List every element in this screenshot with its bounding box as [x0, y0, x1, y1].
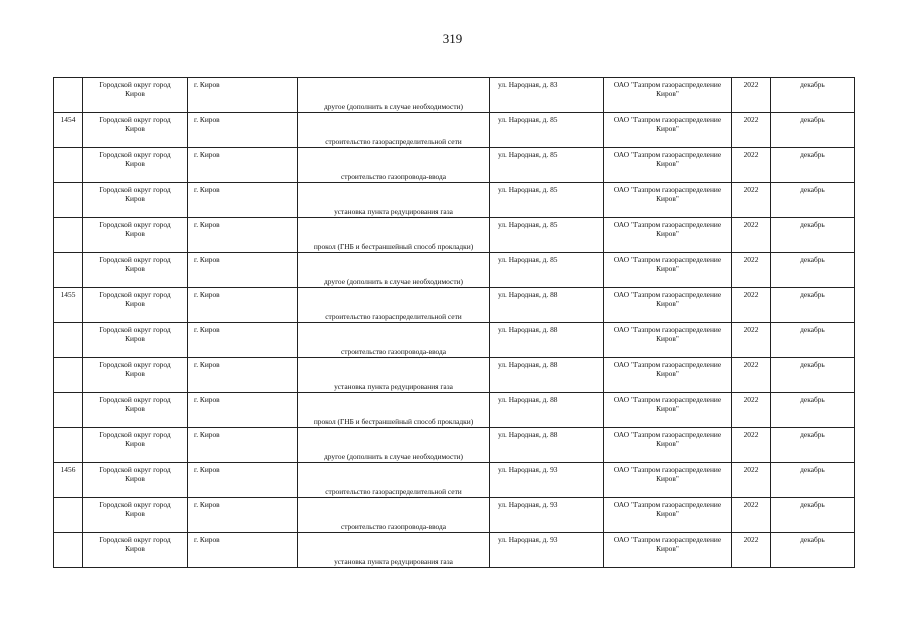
- district-line: Киров: [125, 509, 145, 519]
- district-line: Городской округ город: [99, 290, 171, 299]
- table-row: [54, 183, 855, 218]
- city-cell: г. Киров: [188, 533, 298, 568]
- table-row: [54, 148, 855, 183]
- year-cell: 2022: [732, 253, 771, 288]
- month-cell: декабрь: [771, 428, 855, 463]
- organization-cell: [604, 253, 732, 288]
- organization-line: ОАО "Газпром газораспределение: [613, 430, 722, 439]
- city-cell: г. Киров: [188, 218, 298, 253]
- month-cell: декабрь: [771, 323, 855, 358]
- row-number-cell: 1454: [54, 113, 83, 148]
- month-cell: декабрь: [771, 358, 855, 393]
- organization-line: ОАО "Газпром газораспределение: [613, 360, 722, 369]
- district-cell: [83, 428, 188, 463]
- address-cell: ул. Народная, д. 83: [490, 78, 604, 113]
- district-cell: [83, 498, 188, 533]
- organization-line: Киров": [656, 89, 679, 99]
- district-line: Киров: [125, 124, 145, 134]
- district-line: Киров: [125, 439, 145, 449]
- year-cell: 2022: [732, 428, 771, 463]
- year-cell: 2022: [732, 148, 771, 183]
- work-type-cell: прокол (ГНБ и бестраншейный способ прокладки): [298, 393, 490, 428]
- organization-cell: [604, 463, 732, 498]
- month-cell: декабрь: [771, 533, 855, 568]
- table-body: [54, 78, 855, 568]
- district-cell: [83, 533, 188, 568]
- district-cell: [83, 358, 188, 393]
- address-cell: ул. Народная, д. 85: [490, 113, 604, 148]
- district-line: Городской округ город: [99, 465, 171, 474]
- row-number-cell: 1456: [54, 463, 83, 498]
- district-cell: [83, 183, 188, 218]
- work-type-cell: строительство газопровода-ввода: [298, 323, 490, 358]
- organization-line: Киров": [656, 544, 679, 554]
- work-type-cell: прокол (ГНБ и бестраншейный способ прокладки): [298, 218, 490, 253]
- address-cell: ул. Народная, д. 88: [490, 288, 604, 323]
- district-cell: [83, 288, 188, 323]
- address-cell: ул. Народная, д. 93: [490, 463, 604, 498]
- address-cell: ул. Народная, д. 88: [490, 428, 604, 463]
- district-line: Киров: [125, 264, 145, 274]
- address-cell: ул. Народная, д. 93: [490, 498, 604, 533]
- address-cell: ул. Народная, д. 93: [490, 533, 604, 568]
- month-cell: декабрь: [771, 498, 855, 533]
- city-cell: г. Киров: [188, 428, 298, 463]
- district-cell: [83, 78, 188, 113]
- row-number-cell: [54, 218, 83, 253]
- row-number-cell: [54, 148, 83, 183]
- address-cell: ул. Народная, д. 88: [490, 393, 604, 428]
- city-cell: г. Киров: [188, 113, 298, 148]
- organization-cell: [604, 533, 732, 568]
- year-cell: 2022: [732, 323, 771, 358]
- district-cell: [83, 463, 188, 498]
- organization-cell: [604, 498, 732, 533]
- table-row: [54, 393, 855, 428]
- district-line: Городской округ город: [99, 325, 171, 334]
- work-type-cell: другое (дополнить в случае необходимости): [298, 253, 490, 288]
- month-cell: декабрь: [771, 463, 855, 498]
- work-type-cell: установка пункта редуцирования газа: [298, 183, 490, 218]
- row-number-cell: [54, 253, 83, 288]
- row-number-cell: [54, 533, 83, 568]
- address-cell: ул. Народная, д. 88: [490, 323, 604, 358]
- table-row: [54, 533, 855, 568]
- district-line: Городской округ город: [99, 80, 171, 89]
- month-cell: декабрь: [771, 218, 855, 253]
- organization-cell: [604, 428, 732, 463]
- organization-line: ОАО "Газпром газораспределение: [613, 290, 722, 299]
- address-cell: ул. Народная, д. 88: [490, 358, 604, 393]
- district-line: Городской округ город: [99, 115, 171, 124]
- work-type-cell: строительство газопровода-ввода: [298, 148, 490, 183]
- organization-line: Киров": [656, 439, 679, 449]
- month-cell: декабрь: [771, 288, 855, 323]
- work-type-cell: строительство газораспределительной сети: [298, 463, 490, 498]
- year-cell: 2022: [732, 393, 771, 428]
- district-cell: [83, 253, 188, 288]
- district-cell: [83, 148, 188, 183]
- address-cell: ул. Народная, д. 85: [490, 218, 604, 253]
- gas-works-table: [53, 77, 855, 568]
- organization-line: Киров": [656, 334, 679, 344]
- month-cell: декабрь: [771, 148, 855, 183]
- district-line: Киров: [125, 474, 145, 484]
- row-number-cell: [54, 428, 83, 463]
- district-line: Городской округ город: [99, 150, 171, 159]
- month-cell: декабрь: [771, 393, 855, 428]
- organization-cell: [604, 393, 732, 428]
- month-cell: декабрь: [771, 183, 855, 218]
- month-cell: декабрь: [771, 78, 855, 113]
- work-type-cell: другое (дополнить в случае необходимости): [298, 428, 490, 463]
- organization-line: Киров": [656, 124, 679, 134]
- district-line: Киров: [125, 229, 145, 239]
- organization-line: ОАО "Газпром газораспределение: [613, 255, 722, 264]
- row-number-cell: [54, 323, 83, 358]
- year-cell: 2022: [732, 498, 771, 533]
- organization-line: ОАО "Газпром газораспределение: [613, 500, 722, 509]
- organization-line: Киров": [656, 369, 679, 379]
- city-cell: г. Киров: [188, 358, 298, 393]
- work-type-cell: установка пункта редуцирования газа: [298, 533, 490, 568]
- city-cell: г. Киров: [188, 253, 298, 288]
- year-cell: 2022: [732, 78, 771, 113]
- work-type-cell: строительство газораспределительной сети: [298, 288, 490, 323]
- row-number-cell: [54, 358, 83, 393]
- district-line: Киров: [125, 544, 145, 554]
- district-line: Городской округ город: [99, 430, 171, 439]
- address-cell: ул. Народная, д. 85: [490, 183, 604, 218]
- table-row: [54, 358, 855, 393]
- organization-cell: [604, 183, 732, 218]
- organization-line: ОАО "Газпром газораспределение: [613, 395, 722, 404]
- table-row: [54, 113, 855, 148]
- table-row: [54, 288, 855, 323]
- district-line: Киров: [125, 194, 145, 204]
- row-number-cell: [54, 393, 83, 428]
- organization-cell: [604, 218, 732, 253]
- work-type-cell: установка пункта редуцирования газа: [298, 358, 490, 393]
- city-cell: г. Киров: [188, 288, 298, 323]
- district-line: Киров: [125, 159, 145, 169]
- organization-line: Киров": [656, 159, 679, 169]
- row-number-cell: [54, 183, 83, 218]
- district-line: Киров: [125, 404, 145, 414]
- organization-cell: [604, 113, 732, 148]
- organization-line: ОАО "Газпром газораспределение: [613, 115, 722, 124]
- district-cell: [83, 393, 188, 428]
- organization-line: ОАО "Газпром газораспределение: [613, 535, 722, 544]
- work-type-cell: другое (дополнить в случае необходимости): [298, 78, 490, 113]
- organization-line: Киров": [656, 264, 679, 274]
- district-line: Городской округ город: [99, 255, 171, 264]
- organization-line: ОАО "Газпром газораспределение: [613, 80, 722, 89]
- city-cell: г. Киров: [188, 183, 298, 218]
- row-number-cell: 1455: [54, 288, 83, 323]
- organization-line: Киров": [656, 404, 679, 414]
- year-cell: 2022: [732, 288, 771, 323]
- city-cell: г. Киров: [188, 78, 298, 113]
- organization-line: Киров": [656, 299, 679, 309]
- page-number: 319: [442, 31, 463, 46]
- district-line: Киров: [125, 89, 145, 99]
- table-row: [54, 253, 855, 288]
- table-row: [54, 218, 855, 253]
- table-row: [54, 498, 855, 533]
- district-line: Городской округ город: [99, 500, 171, 509]
- organization-line: ОАО "Газпром газораспределение: [613, 150, 722, 159]
- district-cell: [83, 113, 188, 148]
- organization-line: ОАО "Газпром газораспределение: [613, 325, 722, 334]
- table-row: [54, 78, 855, 113]
- work-type-cell: строительство газораспределительной сети: [298, 113, 490, 148]
- month-cell: декабрь: [771, 113, 855, 148]
- organization-cell: [604, 323, 732, 358]
- organization-cell: [604, 288, 732, 323]
- organization-cell: [604, 148, 732, 183]
- organization-line: ОАО "Газпром газораспределение: [613, 185, 722, 194]
- district-cell: [83, 218, 188, 253]
- row-number-cell: [54, 498, 83, 533]
- table-row: [54, 428, 855, 463]
- organization-line: Киров": [656, 474, 679, 484]
- city-cell: г. Киров: [188, 463, 298, 498]
- year-cell: 2022: [732, 533, 771, 568]
- district-cell: [83, 323, 188, 358]
- organization-line: Киров": [656, 509, 679, 519]
- district-line: Киров: [125, 299, 145, 309]
- organization-cell: [604, 358, 732, 393]
- year-cell: 2022: [732, 183, 771, 218]
- city-cell: г. Киров: [188, 148, 298, 183]
- year-cell: 2022: [732, 113, 771, 148]
- row-number-cell: [54, 78, 83, 113]
- district-line: Городской округ город: [99, 395, 171, 404]
- district-line: Городской округ город: [99, 535, 171, 544]
- organization-line: Киров": [656, 229, 679, 239]
- city-cell: г. Киров: [188, 323, 298, 358]
- organization-line: ОАО "Газпром газораспределение: [613, 465, 722, 474]
- district-line: Городской округ город: [99, 360, 171, 369]
- city-cell: г. Киров: [188, 498, 298, 533]
- district-line: Городской округ город: [99, 185, 171, 194]
- address-cell: ул. Народная, д. 85: [490, 148, 604, 183]
- organization-cell: [604, 78, 732, 113]
- organization-line: Киров": [656, 194, 679, 204]
- year-cell: 2022: [732, 218, 771, 253]
- district-line: Киров: [125, 334, 145, 344]
- table-row: [54, 463, 855, 498]
- address-cell: ул. Народная, д. 85: [490, 253, 604, 288]
- city-cell: г. Киров: [188, 393, 298, 428]
- work-type-cell: строительство газопровода-ввода: [298, 498, 490, 533]
- year-cell: 2022: [732, 358, 771, 393]
- organization-line: ОАО "Газпром газораспределение: [613, 220, 722, 229]
- month-cell: декабрь: [771, 253, 855, 288]
- district-line: Киров: [125, 369, 145, 379]
- district-line: Городской округ город: [99, 220, 171, 229]
- table-row: [54, 323, 855, 358]
- year-cell: 2022: [732, 463, 771, 498]
